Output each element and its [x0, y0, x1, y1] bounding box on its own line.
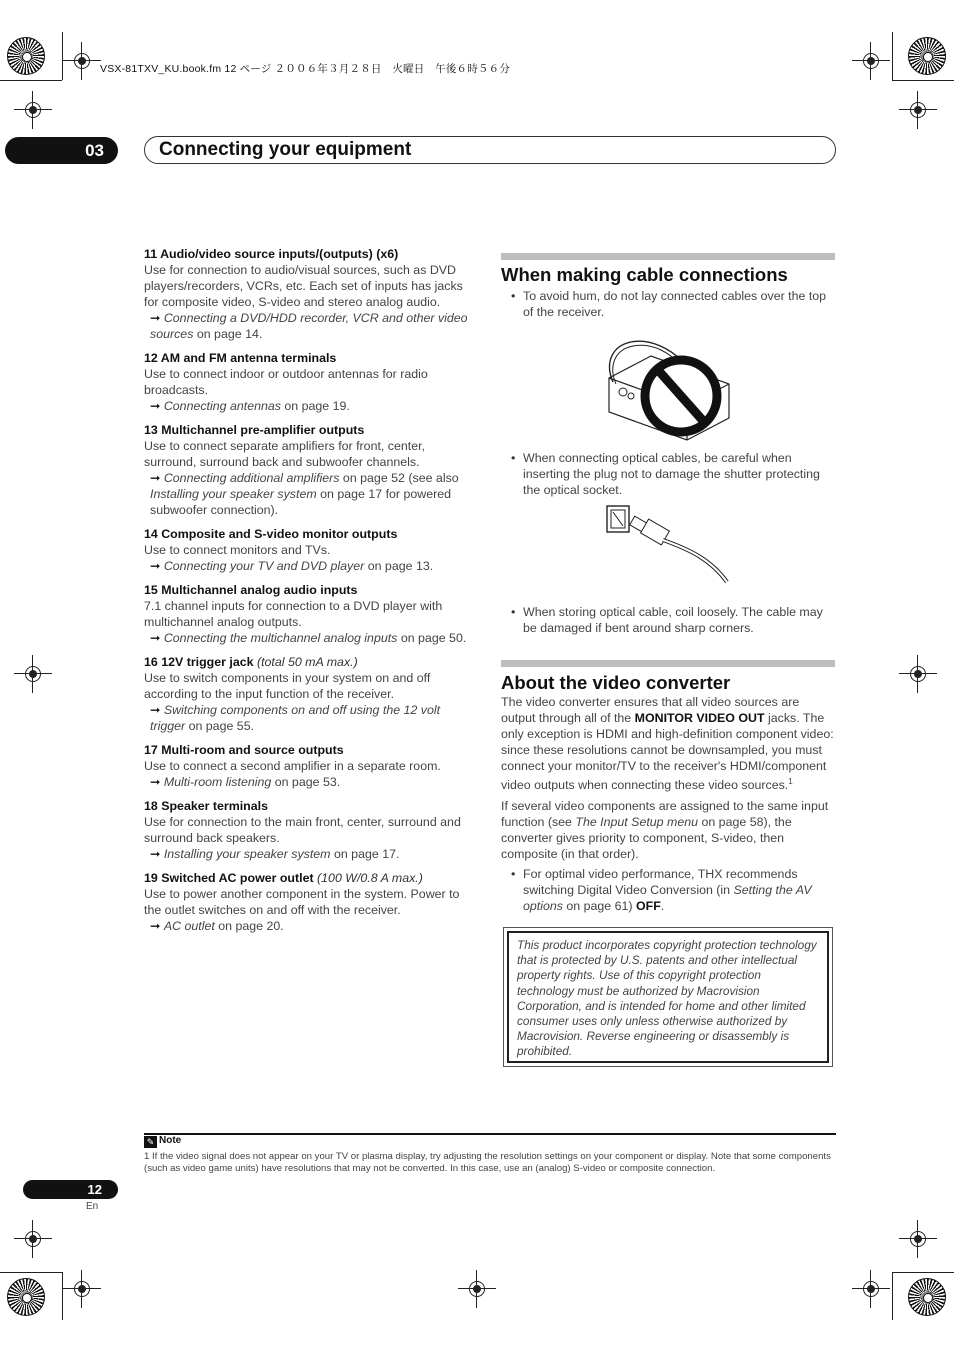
item-title: 11 Audio/video source inputs/(outputs) (x6): [144, 247, 399, 261]
page-language: En: [86, 1201, 99, 1212]
trim-line: [62, 32, 63, 80]
chapter-title: Connecting your equipment: [144, 136, 836, 164]
off-label: OFF: [636, 899, 661, 914]
item-cross-reference: [144, 630, 478, 646]
registration-mark-icon: [466, 1278, 488, 1300]
connection-item: [144, 870, 478, 934]
ref-page: on page 55.: [185, 719, 255, 733]
item-cross-reference: [144, 310, 478, 342]
ref-page: on page 53.: [271, 775, 341, 789]
footnote-text: 1 If the video signal does not appear on your TV or plasma display, try adjusting the resolution settings on your component or display. Note that some components (such as video game units) have resolutions that may not be converted. In this case, use an (analog) S-video or composite connection.: [144, 1151, 831, 1174]
registration-mark-icon: [22, 1228, 44, 1250]
item-heading: [144, 422, 478, 438]
trim-line: [892, 80, 954, 81]
text-run: For optimal video performance, THX recommends switching Digital Video Conversion (in: [523, 867, 798, 898]
item-heading: [144, 870, 478, 886]
registration-mark-icon: [71, 50, 93, 72]
ref-title: Connecting antennas: [163, 399, 281, 413]
item-title: 18 Speaker terminals: [144, 799, 268, 813]
arrow-icon: ➞: [150, 559, 161, 573]
item-cross-reference: [144, 774, 478, 790]
item-description: Use to connect monitors and TVs.: [144, 543, 331, 557]
item-spec: (total 50 mA max.): [253, 655, 358, 669]
ref-page: on page 50.: [397, 631, 467, 645]
item-description: Use to connect a second amplifier in a separate room.: [144, 759, 441, 773]
item-heading: [144, 582, 478, 598]
section-bar: [501, 253, 835, 260]
ref-title: Installing your speaker system: [150, 487, 317, 501]
item-heading: [144, 742, 478, 758]
connection-item: [144, 422, 478, 518]
item-description: 7.1 channel inputs for connection to a DVD player with multichannel analog outputs.: [144, 599, 443, 629]
section-bar: [501, 660, 835, 667]
sunburst-mark-icon: [7, 37, 45, 75]
connection-item: [144, 654, 478, 734]
trim-line: [892, 1272, 954, 1273]
text-run: If several video components are assigned to the same input function (see: [501, 799, 829, 830]
item-title: 16 12V trigger jack: [144, 655, 254, 669]
trim-line: [892, 32, 893, 80]
connection-item: [144, 798, 478, 862]
item-title: 15 Multichannel analog audio inputs: [144, 583, 358, 597]
receiver-illustration: [501, 320, 835, 448]
ref-page: on page 19.: [280, 399, 350, 413]
item-description: Use to power another component in the system. Power to the outlet switches on and off with the receiver.: [144, 887, 460, 917]
monitor-video-out-label: MONITOR VIDEO OUT: [634, 711, 765, 725]
trim-line: [892, 1272, 893, 1320]
item-cross-reference: [144, 558, 478, 574]
item-title: 19 Switched AC power outlet: [144, 871, 314, 885]
ref-title: AC outlet: [163, 919, 215, 933]
item-description: Use to switch components in your system on and off according to the input function of the receiver.: [144, 671, 431, 701]
sunburst-mark-icon: [908, 37, 946, 75]
input-setup-ref: The Input Setup menu: [575, 815, 699, 830]
trim-line: [0, 1272, 62, 1273]
connection-item: [144, 582, 478, 646]
item-heading: [144, 526, 478, 542]
ref-page: on page 17 for powered subwoofer connection).: [150, 487, 452, 517]
item-heading: [144, 350, 478, 366]
item-description: Use to connect separate amplifiers for front, center, surround, surround back and subwoofer channels.: [144, 439, 425, 469]
item-cross-reference: [144, 470, 478, 518]
text-run: on page 61): [562, 899, 636, 914]
bullet-thx: [501, 866, 835, 914]
ref-title: Connecting additional amplifiers: [163, 471, 340, 485]
video-paragraph-1: [501, 694, 835, 793]
arrow-icon: ➞: [150, 631, 161, 645]
note-label: Note: [159, 1135, 182, 1146]
registration-mark-icon: [860, 1278, 882, 1300]
registration-mark-icon: [860, 50, 882, 72]
text-run: The video converter ensures that all video sources are output through all of the: [501, 695, 800, 725]
footnote-ref: 1: [788, 777, 793, 786]
trim-line: [0, 80, 62, 81]
item-description: Use for connection to the main front, center, surround and surround back speakers.: [144, 815, 461, 845]
bullet-optical-insert: • When connecting optical cables, be careful when inserting the plug not to damage the shutter protecting the optical socket.: [501, 450, 835, 498]
note-rule: [144, 1133, 836, 1135]
registration-mark-icon: [22, 663, 44, 685]
registration-mark-icon: [71, 1278, 93, 1300]
section-title-cable: When making cable connections: [501, 264, 788, 285]
arrow-icon: ➞: [150, 847, 161, 861]
arrow-icon: ➞: [150, 919, 161, 933]
bullet-hum: • To avoid hum, do not lay connected cables over the top of the receiver.: [501, 288, 835, 320]
item-title: 14 Composite and S-video monitor outputs: [144, 527, 398, 541]
copyright-notice-text: This product incorporates copyright protection technology that is protected by U.S. patents and other intellectual property rights. Use of this copyright protection technology must be authorized by Macrovision Corporation, and is intended for home and other limited consumer uses only unless otherwise authorized by Macrovision. Reverse engineering or disassembly is prohibited.: [507, 931, 829, 1063]
ref-page: on page 14.: [193, 327, 263, 341]
item-cross-reference: [144, 918, 478, 934]
ref-title: Switching components on and off using the 12 volt trigger: [150, 703, 441, 733]
item-cross-reference: [144, 846, 478, 862]
text-run: on page 58), the converter gives priority to component, S-video, then composite (in that order).: [501, 815, 792, 862]
ref-title: Connecting the multichannel analog inputs: [163, 631, 398, 645]
item-title: 13 Multichannel pre-amplifier outputs: [144, 423, 365, 437]
arrow-icon: ➞: [150, 311, 161, 325]
item-heading: [144, 654, 478, 670]
connection-item: [144, 246, 478, 342]
right-column: [501, 253, 835, 914]
section-title-video: About the video converter: [501, 672, 731, 693]
ref-page: on page 13.: [364, 559, 434, 573]
registration-mark-icon: [907, 99, 929, 121]
left-column: [144, 246, 478, 942]
av-options-ref: Setting the AV options: [523, 883, 812, 914]
ref-page: on page 52 (see also: [339, 471, 459, 485]
bullet-optical-storage: • When storing optical cable, coil loosely. The cable may be damaged if bent around sharp corners.: [501, 604, 835, 636]
item-spec: (100 W/0.8 A max.): [313, 871, 423, 885]
ref-title: Installing your speaker system: [163, 847, 331, 861]
trim-line: [62, 1272, 63, 1320]
optical-cable-illustration: [501, 498, 835, 602]
item-description: Use to connect indoor or outdoor antennas for radio broadcasts.: [144, 367, 428, 397]
connection-item: [144, 350, 478, 414]
arrow-icon: ➞: [150, 399, 161, 413]
arrow-icon: ➞: [150, 703, 161, 717]
item-description: Use for connection to audio/visual sources, such as DVD players/recorders, VCRs, etc. Each set of inputs has jacks for composite video, S-video and stereo analog audio.: [144, 263, 463, 309]
item-title: 17 Multi-room and source outputs: [144, 743, 344, 757]
item-cross-reference: [144, 398, 478, 414]
item-heading: [144, 246, 478, 262]
ref-page: on page 20.: [214, 919, 284, 933]
chapter-number: 03: [5, 137, 118, 164]
item-cross-reference: [144, 702, 478, 734]
arrow-icon: ➞: [150, 471, 161, 485]
ref-title: Multi-room listening: [163, 775, 272, 789]
sunburst-mark-icon: [908, 1278, 946, 1316]
arrow-icon: ➞: [150, 775, 161, 789]
page-number: 12: [23, 1180, 118, 1199]
file-info-line: VSX-81TXV_KU.book.fm 12 ページ ２００６年３月２８日 火曜日 午後６時５６分: [100, 63, 511, 75]
sunburst-mark-icon: [7, 1278, 45, 1316]
video-paragraph-2: [501, 798, 835, 862]
note-icon: ✎: [144, 1136, 157, 1148]
registration-mark-icon: [22, 99, 44, 121]
item-title: 12 AM and FM antenna terminals: [144, 351, 337, 365]
ref-title: Connecting a DVD/HDD recorder, VCR and other video sources: [150, 311, 468, 341]
item-heading: [144, 798, 478, 814]
registration-mark-icon: [907, 663, 929, 685]
connection-item: [144, 526, 478, 574]
connection-item: [144, 742, 478, 790]
copyright-notice-box: [503, 927, 833, 1067]
text-run: .: [660, 899, 665, 914]
text-run: jacks. The only exception is HDMI and high-definition component video: since these resolutions cannot be downsampled, you must connect your monitor/TV to the receiver's HDMI/component video outputs when connecting these video sources.: [501, 711, 834, 793]
ref-title: Connecting your TV and DVD player: [163, 559, 365, 573]
registration-mark-icon: [907, 1228, 929, 1250]
ref-page: on page 17.: [330, 847, 400, 861]
note-heading: [144, 1135, 181, 1148]
